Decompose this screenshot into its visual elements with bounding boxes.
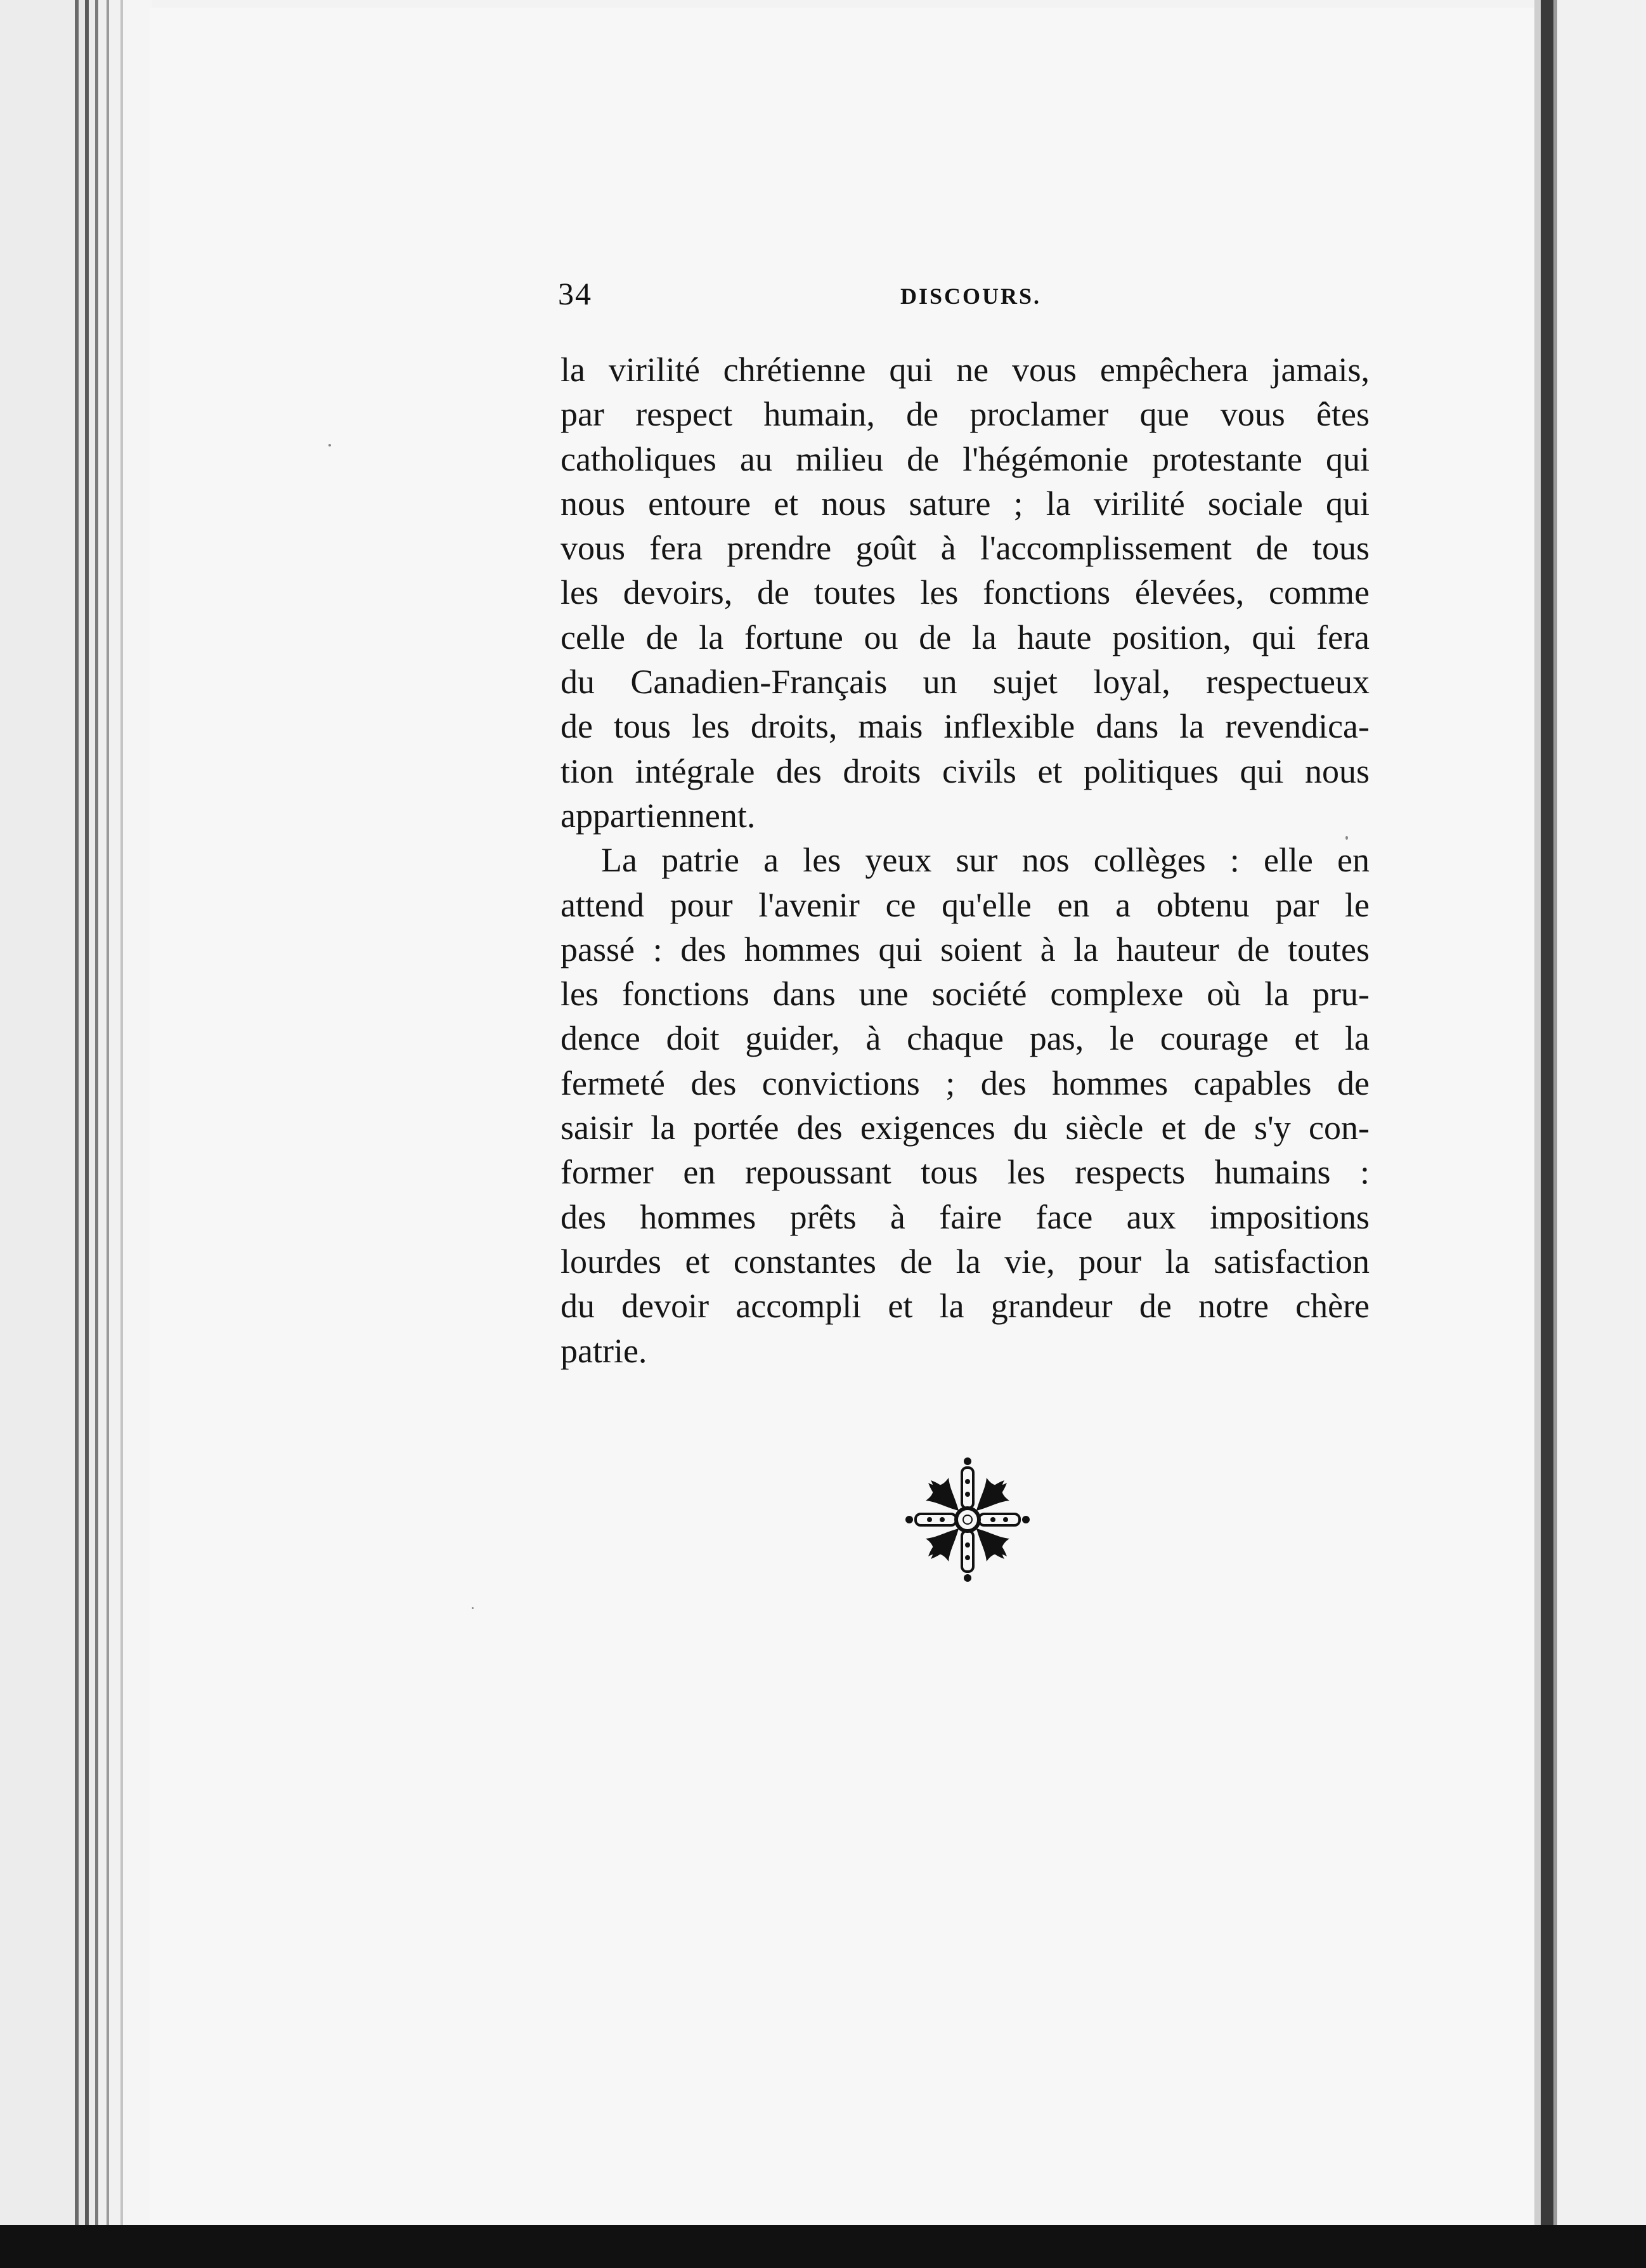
fleuron-ornament-icon: [904, 1456, 1031, 1583]
text-line: du devoir accompli et la grandeur de notre chère: [561, 1287, 1370, 1326]
text-line: passé : des hommes qui soient à la hauteur de toutes: [561, 930, 1370, 968]
text-line: catholiques au milieu de l'hégémonie protestante qui: [561, 440, 1370, 478]
text-line: lourdes et constantes de la vie, pour la satisfaction: [561, 1242, 1370, 1281]
scan-speck: [472, 1607, 474, 1609]
scan-speck: [328, 444, 331, 446]
text-line: celle de la fortune ou de la haute position, qui fera: [561, 618, 1370, 656]
text-line: les fonctions dans une société complexe où la pru-: [561, 975, 1370, 1013]
text-line: tion intégrale des droits civils et politiques qui nous: [561, 752, 1370, 790]
text-line: dence doit guider, à chaque pas, le courage et la: [561, 1019, 1370, 1058]
text-line: les devoirs, de toutes les fonctions élevées, comme: [561, 573, 1370, 612]
page-header: [558, 275, 1370, 320]
text-line: saisir la portée des exigences du siècle et de s'y con-: [561, 1109, 1370, 1147]
scan-bottom-border: [0, 2225, 1646, 2268]
text-line: des hommes prêts à faire face aux impositions: [561, 1197, 1370, 1236]
text-line: attend pour l'avenir ce qu'elle en a obtenu par le: [561, 885, 1370, 924]
body-text: [561, 348, 1370, 1373]
text-line: appartiennent.: [561, 796, 756, 835]
page-gutter: [1534, 0, 1557, 2268]
page-number: 34: [558, 276, 592, 311]
book-binding-edge: [0, 0, 152, 2268]
adjacent-page-edge: [1557, 0, 1646, 2268]
text-line: patrie.: [561, 1331, 647, 1370]
text-line: de tous les droits, mais inflexible dans la revendica-: [561, 707, 1370, 746]
text-line: nous entoure et nous sature ; la virilité sociale qui: [561, 484, 1370, 523]
text-line: vous fera prendre goût à l'accomplissement de tous: [561, 529, 1370, 568]
text-line: par respect humain, de proclamer que vous êtes: [561, 395, 1370, 434]
running-head: DISCOURS.: [900, 284, 1042, 309]
text-line: du Canadien-Français un sujet loyal, respectueux: [561, 663, 1370, 701]
text-line: fermeté des convictions ; des hommes capables de: [561, 1064, 1370, 1102]
text-line: la virilité chrétienne qui ne vous empêchera jamais,: [561, 351, 1370, 389]
text-line: La patrie a les yeux sur nos collèges : elle en: [601, 841, 1370, 880]
text-line: former en repoussant tous les respects humains :: [561, 1153, 1370, 1192]
